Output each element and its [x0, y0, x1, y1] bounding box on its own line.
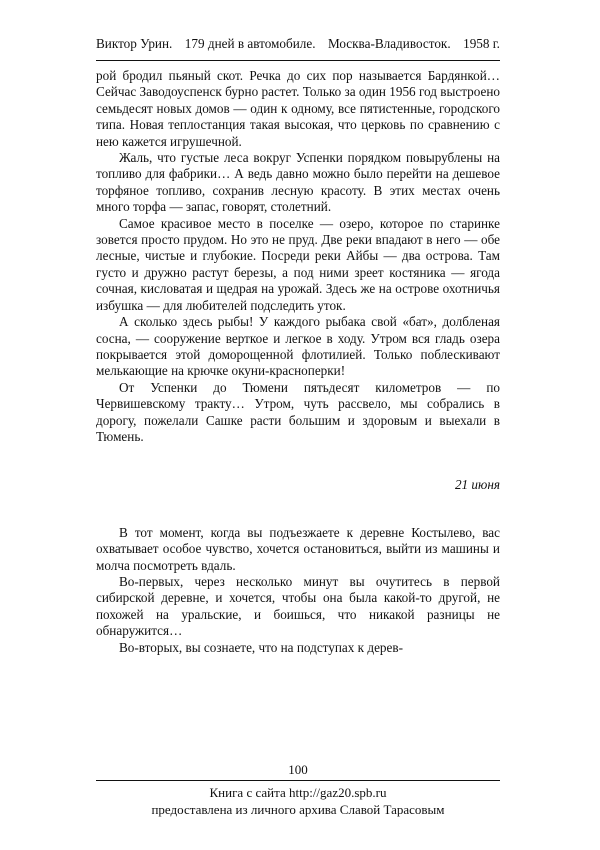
page-footer	[96, 784, 500, 818]
paragraph: Жаль, что густые леса вокруг Успенки порядком повырублены на топливо для фабрики… А ведь давно можно было перейти на дешевое торфяное топливо, сохранив лесную красоту. В этих местах очень много торфа — запас, говорят, столетний.	[96, 150, 500, 215]
header-author: Виктор Урин.	[96, 36, 173, 51]
paragraph: От Успенки до Тюмени пятьдесят километров — по Червишевскому тракту… Утром, чуть рассвело, мы собрались в дорогу, пожелали Сашке расти большим и здоровым и выехали в Тюмень.	[96, 379, 500, 444]
paragraph: Самое красивое место в поселке — озеро, которое по старинке зовется просто прудом. Но это не пруд. Две реки впадают в него — обе лесные, чистые и глубокие. Посреди реки Айбы — два острова. Там густо и дружно растут березы, а под ними зреет костяника — ягода сочная, кисловатая и щедрая на урожай. Здесь же на острове охотничья избушка — для любителей подследить уток.	[96, 215, 500, 313]
footer-divider	[96, 780, 500, 781]
paragraph: А сколько здесь рыбы! У каждого рыбака свой «бат», долбленая сосна, — сооружение верткое и легкое в ходу. Утром вся гладь озера покрывается этой доморощенной флотилией. Только поблескивают мелькающие на крючке окуни-красноперки!	[96, 314, 500, 379]
header-route: Москва-Владивосток.	[327, 36, 451, 51]
paragraph: Во-первых, через несколько минут вы очутитесь в первой сибирской деревне, и хочется, чтобы она была какой-то другой, не похожей на уральские, и боишься, что никакой разницы не обнаружится…	[96, 573, 500, 639]
footer-credit-line: предоставлена из личного архива Славой Тарасовым	[151, 802, 445, 817]
header-year: 1958 г.	[463, 36, 500, 51]
page-body	[96, 68, 500, 656]
paragraph: В тот момент, когда вы подъезжаете к деревне Костылево, вас охватывает особое чувство, хочется остановиться, выйти из машины и молча посмотреть вдаль.	[96, 524, 500, 573]
page-number: 100	[288, 762, 308, 777]
running-header	[96, 36, 500, 52]
paragraph: Во-вторых, вы сознаете, что на подступах к дерев-	[119, 639, 403, 655]
header-divider	[96, 60, 500, 61]
paragraph: рой бродил пьяный скот. Речка до сих пор называется Бардянкой… Сейчас Заводоуспенск бурно растет. Только за один 1956 год выстроено семьдесят новых домов — один к одному, все пятистенные, городского типа. Новая теплостанция такая высокая, что церковь по сравнению с нею кажется игрушечной.	[96, 68, 500, 149]
header-title: 179 дней в автомобиле.	[184, 36, 316, 51]
chapter-date: 21 июня	[454, 477, 500, 493]
footer-source-line: Книга с сайта http://gaz20.spb.ru	[209, 785, 387, 800]
